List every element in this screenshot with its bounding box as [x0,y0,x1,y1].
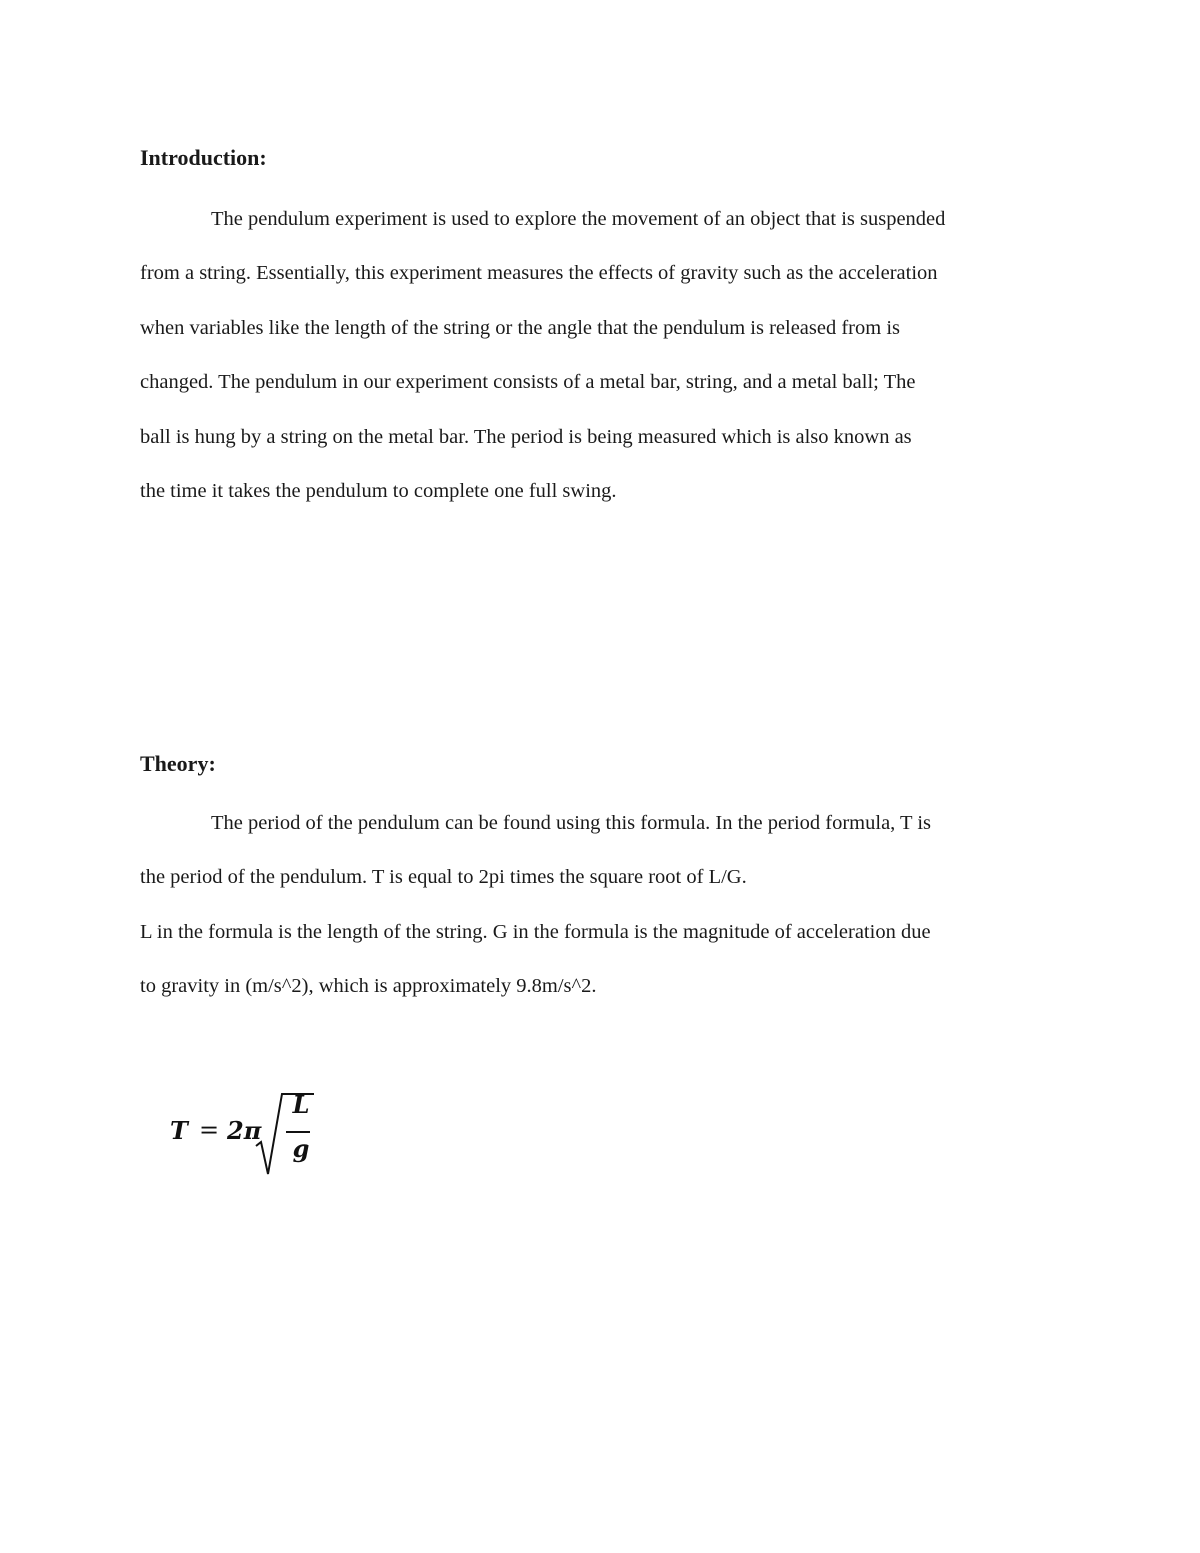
introduction-line: from a string. Essentially, this experiment measures the effects of gravity such as the acceleration [140,262,938,285]
formula-denominator: g [292,1134,310,1163]
formula-coefficient: 2π [227,1116,262,1145]
introduction-paragraph [140,192,1080,518]
theory-paragraph-2 [140,905,1080,1014]
theory-line: to gravity in (m/s^2), which is approximately 9.8m/s^2. [140,975,597,998]
introduction-heading: Introduction: [140,145,267,170]
introduction-line: ball is hung by a string on the metal bar. The period is being measured which is also known as [140,425,912,448]
introduction-line: the time it takes the pendulum to complete one full swing. [140,480,617,503]
introduction-line: The pendulum experiment is used to explore the movement of an object that is suspended [211,208,946,230]
theory-line: the period of the pendulum. T is equal to 2pi times the square root of L/G. [140,866,747,889]
theory-paragraph [140,796,1080,905]
formula-numerator: L [292,1090,310,1119]
theory-heading: Theory: [140,751,216,776]
pendulum-period-formula [170,1090,370,1180]
introduction-line: changed. The pendulum in our experiment consists of a metal bar, string, and a metal ball; The [140,371,916,394]
formula-equals: = [199,1116,220,1144]
theory-line: The period of the pendulum can be found using this formula. In the period formula, T is [211,812,932,834]
formula-lhs: T [170,1116,188,1145]
introduction-line: when variables like the length of the string or the angle that the pendulum is released from is [140,316,900,339]
square-root-sign [170,1090,370,1180]
theory-line: L in the formula is the length of the string. G in the formula is the magnitude of acceleration due [140,921,931,943]
